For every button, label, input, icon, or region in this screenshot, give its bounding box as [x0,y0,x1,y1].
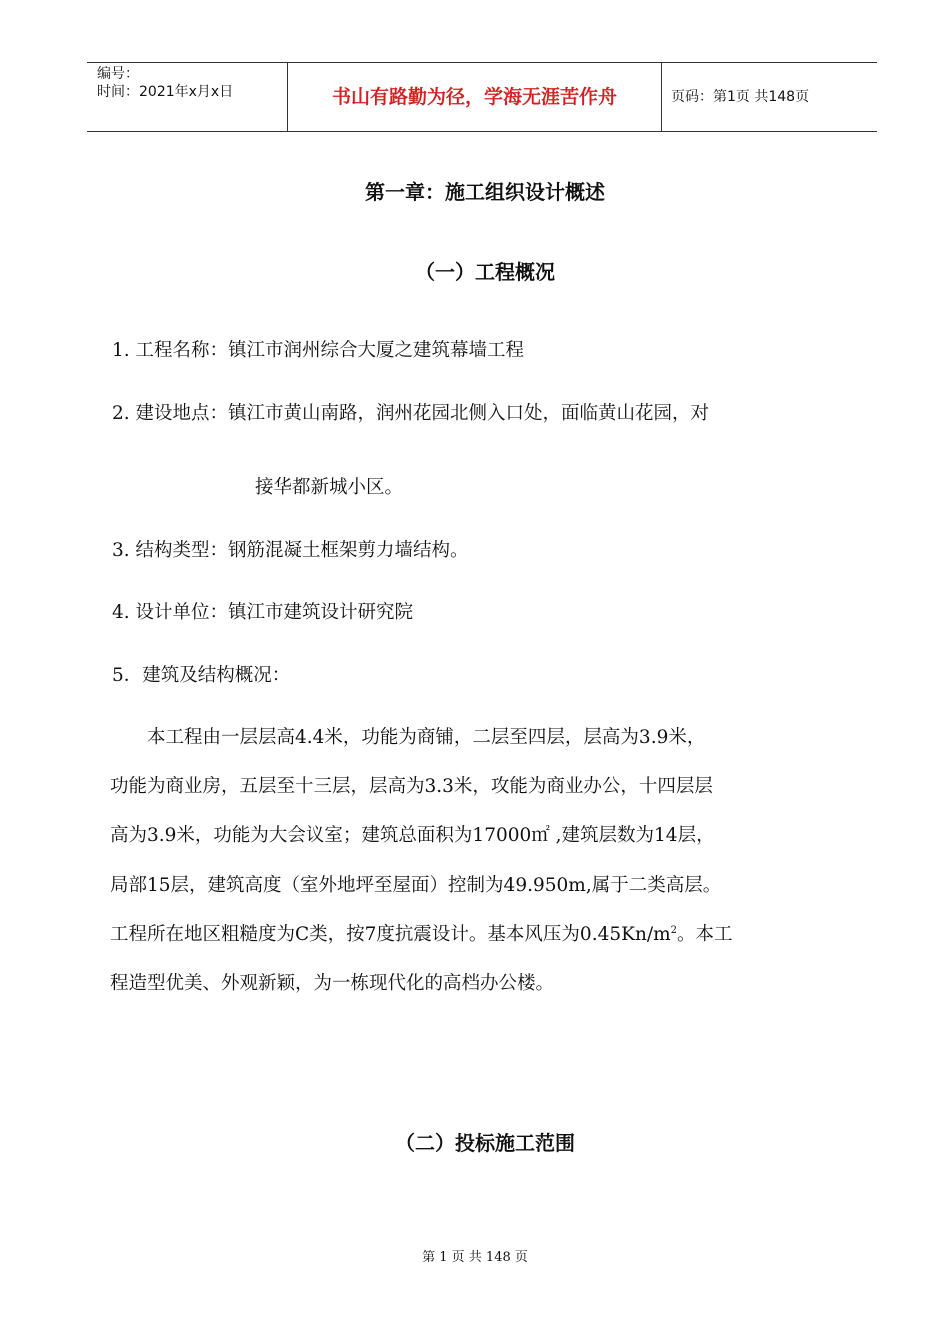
header-motto: 书山有路勤为径，学海无涯苦作舟 [288,63,662,131]
number-label: 编号： [97,66,139,82]
header-meta [87,63,288,131]
paragraph-line: 局部15层，建筑高度（室外地坪至屋面）控制为49.950m,属于二类高层。 [110,875,722,896]
paragraph-line: 本工程由一层层高4.4米，功能为商铺，二层至四层，层高为3.9米， [110,727,706,748]
section-title-overview: （一）工程概况 [415,260,555,284]
paragraph-line: 高为3.9米，功能为大会议室；建筑总面积为17000㎡ ,建筑层数为14层， [110,825,715,846]
paragraph-line [110,920,860,946]
paragraph-text: 。本工 [677,924,733,945]
list-item: 2. 建设地点：镇江市黄山南路，润州花园北侧入口处，面临黄山花园，对 [112,403,710,424]
paragraph-line: 程造型优美、外观新颖，为一栋现代化的高档办公楼。 [110,973,555,994]
superscript: 2 [670,924,678,936]
section-title-scope: （二）投标施工范围 [395,1131,575,1155]
list-item: 1. 工程名称：镇江市润州综合大厦之建筑幕墙工程 [112,340,525,361]
page-header [87,62,877,132]
paragraph-text: 工程所在地区粗糙度为C类，按7度抗震设计。基本风压为0.45Kn/m [110,924,671,945]
page-footer: 第 1 页 共 148 页 [422,1250,528,1265]
list-item: 4. 设计单位：镇江市建筑设计研究院 [112,602,414,623]
paragraph-line: 功能为商业房，五层至十三层，层高为3.3米，攻能为商业办公，十四层层 [110,776,713,797]
header-page-info: 页码：第1页 共148页 [671,89,810,105]
date-line: 时间：2021年x月x日 [97,84,234,100]
chapter-title: 第一章：施工组织设计概述 [365,180,605,204]
list-item: 5．建筑及结构概况： [112,665,291,686]
list-item-continuation: 接华都新城小区。 [255,477,404,498]
list-item: 3. 结构类型：钢筋混凝土框架剪力墙结构。 [112,540,469,561]
